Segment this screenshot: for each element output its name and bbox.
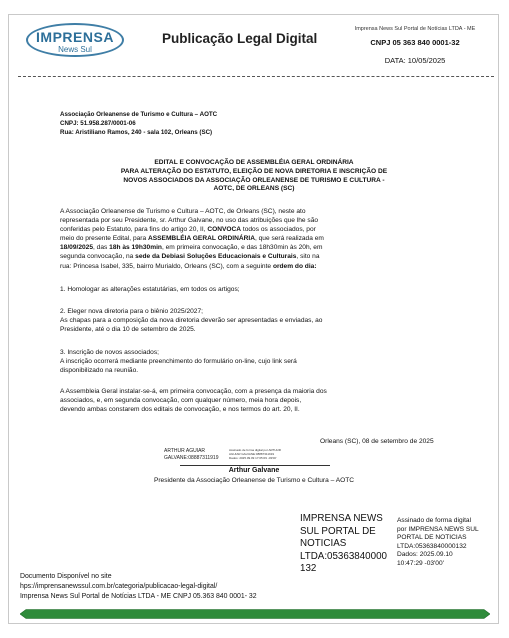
intro-line: A Associação Orleanense de Turismo e Cultura – AOTC, de Orleans (SC), neste ato bbox=[60, 208, 306, 215]
footer-url[interactable]: hps://imprensanewssul.com.br/categoria/publicacao-legal-digital/ bbox=[20, 583, 218, 590]
publication-date: DATA: 10/05/2025 bbox=[384, 56, 446, 65]
ds-line: 10:47:29 -03'00' bbox=[397, 559, 444, 567]
footer bbox=[20, 572, 257, 602]
agenda-item-text: 1. Homologar as alterações estatutárias, em todos os artigos; bbox=[60, 286, 240, 293]
sender-name: Associação Orleanense de Turismo e Cultura – AOTC bbox=[60, 111, 218, 118]
digital-signature-details bbox=[397, 517, 479, 569]
intro-text: , sito na bbox=[296, 253, 320, 261]
ds-line: SUL PORTAL DE bbox=[300, 525, 376, 537]
intro-line bbox=[60, 234, 448, 243]
signer-stamp bbox=[164, 448, 219, 462]
signer-role: Presidente da Associação Orleanense de Turismo e Cultura – AOTC bbox=[153, 477, 355, 484]
stamp-text: AGUIAR GALVANE:08887311919 bbox=[229, 452, 275, 457]
intro-paragraph bbox=[60, 207, 448, 271]
intro-line: representada por seu Presidente, sr. Arthur Galvane, no uso das atribuições que lhe são bbox=[60, 217, 319, 225]
digital-signer-name bbox=[300, 513, 387, 576]
ds-line: Dados: 2025.09.10 bbox=[397, 551, 453, 559]
agenda-item-text: As chapas para a composição da nova diretoria deverão ser apresentadas e enviadas, ao bbox=[60, 317, 323, 325]
sender-address: Rua: Aristiliano Ramos, 240 - sala 102, Orleans (SC) bbox=[60, 129, 213, 136]
intro-line bbox=[60, 252, 448, 261]
agenda-item-3 bbox=[60, 348, 448, 375]
ds-line: por IMPRENSA NEWS SUL bbox=[397, 525, 479, 533]
intro-line bbox=[60, 243, 448, 252]
assembly-type: ASSEMBLÉIA GERAL ORDINÁRIA bbox=[147, 235, 255, 243]
intro-line bbox=[60, 225, 448, 234]
signer-name: Arthur Galvane bbox=[228, 467, 280, 474]
agenda-label: ordem do dia: bbox=[272, 262, 317, 270]
agenda-item-text: disponibilizado na reunião. bbox=[60, 367, 139, 375]
agenda-item-1 bbox=[60, 285, 448, 294]
intro-line bbox=[60, 262, 448, 271]
header-info bbox=[340, 25, 490, 67]
stamp-text: GALVANE:08887311919 bbox=[164, 455, 219, 461]
portal-name: Imprensa News Sul Portal de Notícias LTDA - ME bbox=[354, 26, 476, 32]
signer-stamp-details bbox=[229, 448, 281, 461]
header-cnpj: CNPJ 05 363 840 0001-32 bbox=[370, 38, 460, 47]
assembly-time: 18h às 19h30min bbox=[109, 244, 162, 252]
ds-line: 132 bbox=[300, 563, 317, 575]
intro-text: todos os associados, por bbox=[241, 226, 316, 234]
assembly-venue: sede da Debiasi Soluções Educacionais e Culturais bbox=[135, 253, 297, 261]
ds-line: LTDA:05363840000132 bbox=[397, 542, 467, 550]
stamp-text: Assinado de forma digital por ARTHUR bbox=[229, 448, 281, 452]
agenda-item-text: 2. Eleger nova diretoria para o biênio 2025/2027; bbox=[60, 308, 203, 315]
closing-paragraph bbox=[60, 387, 448, 414]
intro-text: , em primeira convocação, e das 18h30min às 20h, em bbox=[161, 244, 323, 252]
ds-line: Assinado de forma digital bbox=[397, 517, 472, 524]
notice-heading bbox=[60, 159, 448, 194]
stamp-text: Dados: 2025.09.09 17:05:09 -03'00' bbox=[229, 456, 277, 461]
ds-line: LTDA:05363840000 bbox=[300, 550, 387, 562]
intro-text: rua: Princesa Isabel, 335, bairro Murialdo, Orleans (SC), com a seguinte bbox=[60, 262, 273, 270]
ds-line: NOTICIAS bbox=[300, 538, 347, 550]
closing-line: A Assembleia Geral instalar-se-á, em primeira convocação, com a presença da maioria dos bbox=[60, 388, 327, 395]
footer-company: Imprensa News Sul Portal de Notícias LTDA - ME CNPJ 05.363 840 0001- 32 bbox=[20, 593, 257, 600]
intro-text: , das bbox=[93, 244, 110, 252]
assembly-date: 18/09/2025 bbox=[60, 244, 94, 252]
agenda-item-text: A inscrição ocorrerá mediante preenchimento do formulário on-line, cujo link será bbox=[60, 358, 297, 366]
logo-main-text: IMPRENSA bbox=[36, 29, 114, 45]
sender-cnpj: CNPJ: 51.958.287/0001-06 bbox=[60, 120, 136, 127]
heading-line: NOVOS ASSOCIADOS DA ASSOCIAÇÃO ORLEANENSE DE TURISMO E CULTURA - bbox=[123, 176, 385, 184]
heading-line: AOTC, DE ORLEANS (SC) bbox=[213, 185, 295, 193]
footer-available-text: Documento Disponível no site bbox=[20, 573, 112, 580]
header-title: Publicação Legal Digital bbox=[162, 31, 318, 46]
intro-text: conferidas pelo Estatuto, para fins do artigo 20, II, bbox=[60, 226, 208, 234]
agenda-item-text: 3. Inscrição de novos associados; bbox=[60, 349, 159, 356]
ds-line: PORTAL DE NOTICIAS bbox=[397, 534, 467, 542]
intro-text: segunda convocação, na bbox=[60, 253, 136, 261]
agenda-item-text: Presidente, até o dia 10 de setembro de 2025. bbox=[60, 326, 196, 334]
closing-line: associados, e, em segunda convocação, com qualquer número, meia hora depois, bbox=[60, 397, 302, 405]
closing-line: devendo ambas constarem dos editais de convocação, e nos termos do art. 20, II. bbox=[60, 406, 300, 414]
ds-line: IMPRENSA NEWS bbox=[300, 513, 383, 524]
convoca-text: CONVOCA bbox=[207, 226, 242, 234]
heading-line: PARA ALTERAÇÃO DO ESTATUTO, ELEIÇÃO DE NOVA DIRETORIA E INSCRIÇÃO DE bbox=[120, 167, 388, 175]
intro-text: , que será realizada em bbox=[254, 235, 324, 243]
footer-arrow-shape bbox=[20, 610, 490, 619]
footer-arrow-bar bbox=[20, 609, 490, 619]
stamp-text: ARTHUR AGUIAR bbox=[164, 448, 206, 454]
place-date: Orleans (SC), 08 de setembro de 2025 bbox=[320, 438, 434, 445]
header-divider bbox=[18, 76, 494, 77]
agenda-item-2 bbox=[60, 307, 448, 334]
heading-line: EDITAL E CONVOCAÇÃO DE ASSEMBLÉIA GERAL ORDINÁRIA bbox=[154, 159, 354, 166]
signature-line bbox=[180, 465, 330, 466]
intro-text: meio do presente Edital, para bbox=[60, 235, 148, 243]
logo-sub-text: News Sul bbox=[58, 45, 92, 54]
imprensa-logo bbox=[26, 23, 124, 57]
sender-block bbox=[60, 110, 217, 137]
